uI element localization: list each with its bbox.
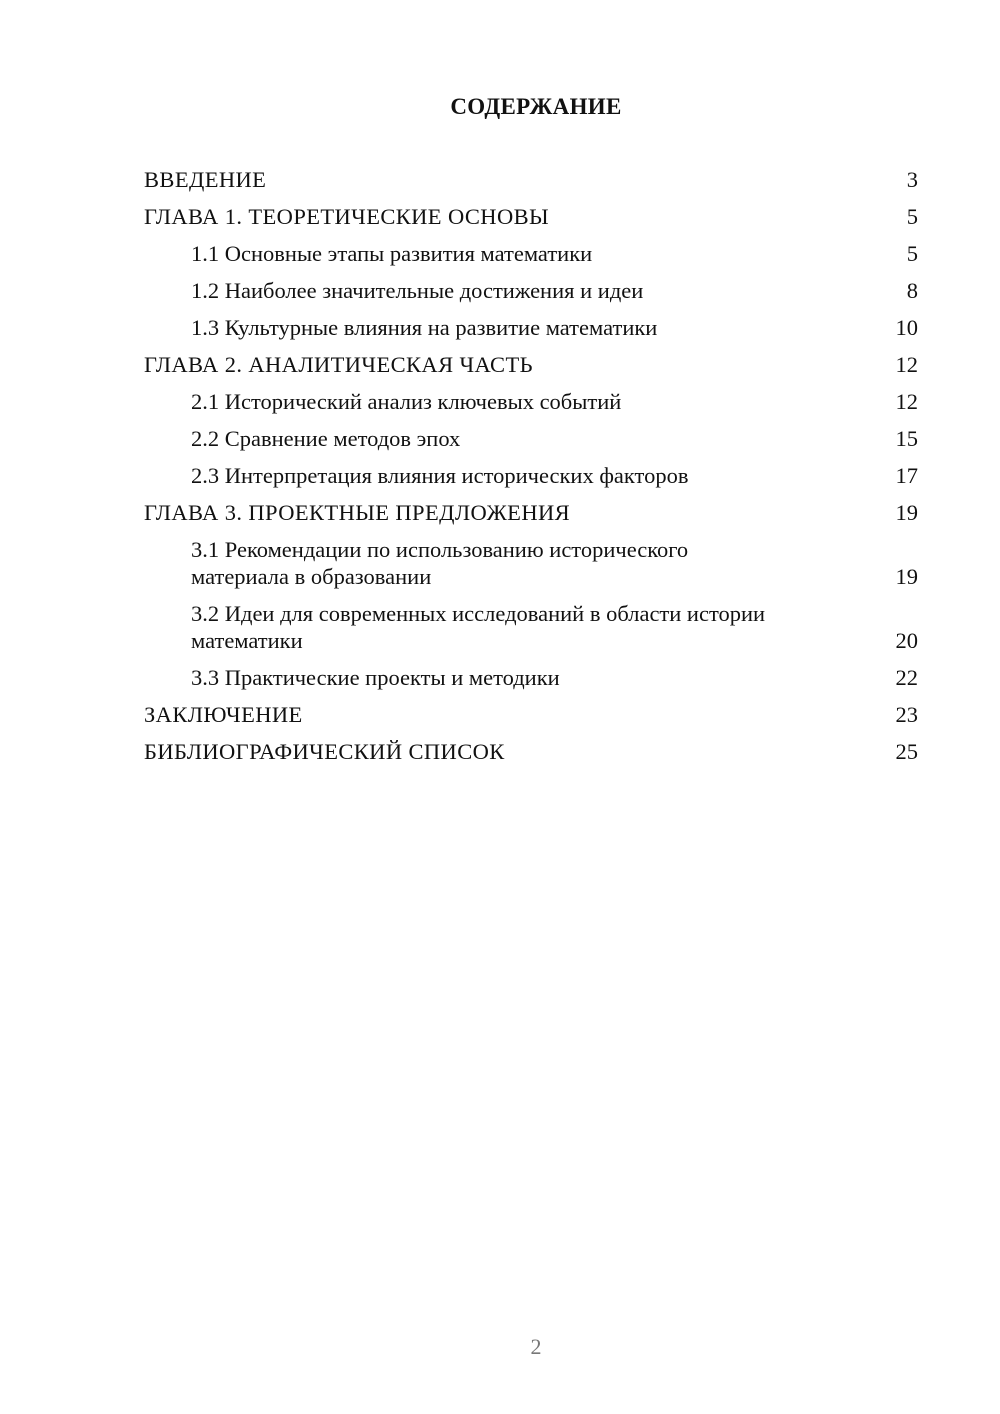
toc-entry-text: ЗАКЛЮЧЕНИЕ xyxy=(144,702,303,727)
toc-entry-section-3-2[interactable] xyxy=(144,600,918,654)
table-of-contents xyxy=(144,166,918,775)
toc-entry-page: 23 xyxy=(895,702,918,727)
toc-entry-text: БИБЛИОГРАФИЧЕСКИЙ СПИСОК xyxy=(144,739,505,764)
toc-entry-section-3-1[interactable] xyxy=(144,536,918,590)
toc-entry-text: ВВЕДЕНИЕ xyxy=(144,167,267,192)
toc-entry-page: 22 xyxy=(895,665,918,690)
toc-entry-chapter-1[interactable] xyxy=(144,203,918,230)
toc-entry-section-2-2[interactable] xyxy=(144,425,918,452)
toc-entry-text: 2.3 Интерпретация влияния исторических факторов xyxy=(191,463,689,488)
toc-entry-bibliography[interactable] xyxy=(144,738,918,765)
toc-entry-text: 2.1 Исторический анализ ключевых событий xyxy=(191,389,622,414)
page-number: 2 xyxy=(530,1334,542,1359)
toc-entry-section-2-1[interactable] xyxy=(144,388,918,415)
toc-entry-text: 2.2 Сравнение методов эпох xyxy=(191,426,461,451)
toc-entry-page: 5 xyxy=(906,241,918,266)
toc-entry-chapter-2[interactable] xyxy=(144,351,918,378)
toc-entry-text: ГЛАВА 1. ТЕОРЕТИЧЕСКИЕ ОСНОВЫ xyxy=(144,204,550,229)
page-title: СОДЕРЖАНИЕ xyxy=(450,94,622,119)
toc-entry-text: 1.1 Основные этапы развития математики xyxy=(191,241,593,266)
toc-entry-page: 25 xyxy=(895,739,918,764)
toc-entry-text: 3.1 Рекомендации по использованию исторического материала в образовании xyxy=(191,537,689,589)
toc-entry-text: ГЛАВА 2. АНАЛИТИЧЕСКАЯ ЧАСТЬ xyxy=(144,352,533,377)
toc-entry-page: 17 xyxy=(895,463,918,488)
toc-entry-introduction[interactable] xyxy=(144,166,918,193)
toc-entry-page: 10 xyxy=(895,315,918,340)
toc-entry-page: 20 xyxy=(895,628,918,653)
toc-entry-page: 15 xyxy=(895,426,918,451)
toc-entry-text: 3.3 Практические проекты и методики xyxy=(191,665,560,690)
toc-entry-chapter-3[interactable] xyxy=(144,499,918,526)
toc-entry-text: 1.3 Культурные влияния на развитие математики xyxy=(191,315,658,340)
toc-entry-page: 12 xyxy=(895,389,918,414)
toc-entry-page: 19 xyxy=(895,500,918,525)
toc-entry-page: 3 xyxy=(906,167,918,192)
toc-entry-page: 8 xyxy=(906,278,918,303)
toc-entry-page: 12 xyxy=(895,352,918,377)
toc-entry-conclusion[interactable] xyxy=(144,701,918,728)
toc-entry-section-3-3[interactable] xyxy=(144,664,918,691)
toc-entry-section-2-3[interactable] xyxy=(144,462,918,489)
toc-entry-text: ГЛАВА 3. ПРОЕКТНЫЕ ПРЕДЛОЖЕНИЯ xyxy=(144,500,571,525)
toc-entry-text: 3.2 Идеи для современных исследований в области истории математики xyxy=(191,601,766,653)
toc-entry-page: 5 xyxy=(906,204,918,229)
toc-entry-section-1-3[interactable] xyxy=(144,314,918,341)
toc-entry-section-1-1[interactable] xyxy=(144,240,918,267)
toc-entry-page: 19 xyxy=(895,564,918,589)
toc-entry-text: 1.2 Наиболее значительные достижения и идеи xyxy=(191,278,644,303)
toc-entry-section-1-2[interactable] xyxy=(144,277,918,304)
